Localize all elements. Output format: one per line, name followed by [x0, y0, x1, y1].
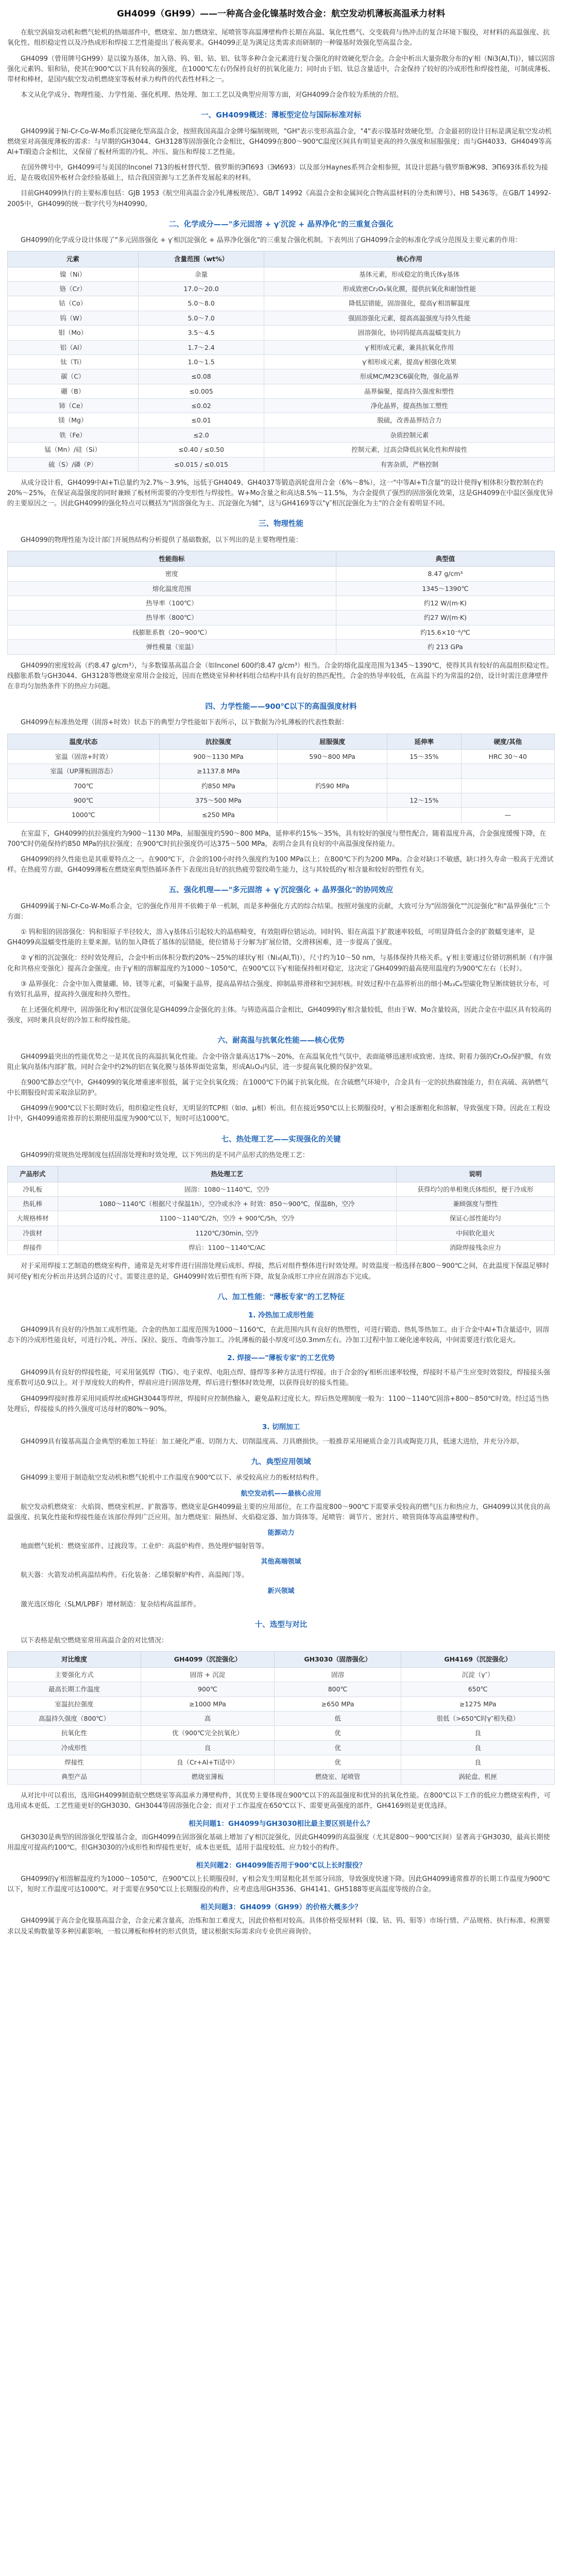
section-paragraph: 以下表格是航空燃烧室常用高温合金的对比情况： — [21, 1637, 168, 1645]
subsection-heading: 1. 冷热加工成形性能 — [248, 1311, 314, 1320]
table-cell: ≤0.01 — [138, 413, 264, 428]
subsection-heading: 3. 切削加工 — [262, 1422, 300, 1431]
table-row — [8, 567, 555, 581]
table-cell: 余量 — [138, 267, 264, 281]
table-cell: 焊接件 — [8, 1241, 58, 1255]
table-row — [8, 413, 555, 428]
table-cell: ≤250 MPa — [159, 808, 277, 822]
table-cell: 杂质控制元素 — [264, 428, 555, 442]
mechanical-properties-table — [7, 734, 555, 823]
table-header-cell: 核心作用 — [264, 251, 555, 267]
table-cell: 固溶：1080～1140℃，空冷 — [58, 1182, 396, 1196]
section-paragraph: GH4099具有镍基高温合金典型的难加工特征：加工硬化严重、切削力大、切削温度高、刀具磨损快。一般推荐采用硬质合金刀具或陶瓷刀具，低速大进给，并充分冷却。 — [21, 1437, 523, 1446]
table-cell: 铝（Al） — [8, 340, 139, 354]
table-cell: 铈（Ce） — [8, 399, 139, 413]
table-cell: 优 — [275, 1726, 401, 1740]
intro-paragraph: 本文从化学成分、物理性能、力学性能、强化机理、热处理、加工工艺以及典型应用等方面，对GH4099合金作较为系统的介绍。 — [21, 91, 403, 99]
composition-table — [7, 251, 555, 472]
section-paragraph: GH4099的持久性能也是其重要特点之一。在900℃下，合金的100小时持久强度约为100 MPa以上；在800℃下约为200 MPa。合金对缺口不敏感，缺口持久寿命一般高于光滑试样。在热疲劳方面，GH4099薄板在燃烧室典型热循环条件下表现出良好的抗热疲劳裂纹萌生能力，这与其较低的γ′相含量和较好的塑性有关。 — [7, 856, 554, 874]
table-cell: 8.47 g/cm³ — [336, 567, 554, 581]
table-cell: 室温（UP薄板固溶态） — [8, 764, 160, 778]
table-header-cell: GH4099（沉淀强化） — [141, 1652, 275, 1667]
table-cell: 1000℃ — [8, 808, 160, 822]
table-row — [8, 1697, 555, 1711]
table-cell: γ′相形成元素，兼具抗氧化作用 — [264, 340, 555, 354]
section-paragraph: 在900℃静态空气中，GH4099的氧化增重速率很低，属于完全抗氧化级；在1000℃下仍属于抗氧化级。在含硫燃气环境中，合金具有一定的抗热腐蚀能力，但在高硫、高钠燃气中长期服役时需采取涂层防护。 — [7, 1079, 549, 1097]
table-header-cell: 屈服强度 — [278, 734, 387, 749]
table-cell: 700℃ — [8, 778, 160, 793]
table-cell: ≤0.005 — [138, 384, 264, 398]
intro-paragraph: GH4099（曾用牌号GH99）是以镍为基体，加入铬、钨、钼、钴、铝、钛等多种合金元素进行复合强化的时效硬化型合金。合金中析出大量弥散分布的γ′相（Ni3(Al,Ti)），辅以固溶强化元素钨、钼和钴，使其在900℃以下具有较高的强度，在1000℃左右仍保持良好的抗氧化能力；同时由于铝、钛总含量适中，合金保持了较好的冷成形性和焊接性能，可制成薄板、带材和棒材，是国内航空发动机燃烧室等板材承力构件的代表性材料之一。 — [7, 55, 555, 83]
section-paragraph: GH4099具有良好的冷热加工成形性能。合金的热加工温度范围为1000～1160℃，在此范围内具有良好的热塑性，可进行锻造、热轧等热加工。由于合金中Al+Ti含量适中，固溶态下的冷成形性能良好，可进行冷轧、冲压、深拉、旋压、弯曲等冷加工。冷轧薄板的最小厚度可达0.3mm左右。冷加工过程中加工硬化速率较高，中间需要进行软化退火。 — [7, 1326, 550, 1345]
table-cell: ≥1275 MPa — [401, 1697, 555, 1711]
table-row — [8, 340, 555, 354]
table-cell: 消除焊接残余应力 — [396, 1241, 554, 1255]
table-cell: 净化晶界，提高热加工塑性 — [264, 399, 555, 413]
section-paragraph: 在国外牌号中，GH4099可与美国的Inconel 713的板材替代型、俄罗斯的ЭП693（ЭИ693）以及部分Haynes系列合金相参照，其设计思路与俄罗斯ВЖ98、ЭП693体系较为接近，是在吸收国外板材合金经验基础上，结合我国资源与工艺条件发展起来的材料。 — [7, 164, 548, 182]
application-heading: 能源动力 — [267, 1529, 295, 1537]
faq-question: 相关问题1：GH4099与GH3030相比最主要区别是什么？ — [189, 1820, 373, 1828]
table-cell: 1345～1390℃ — [336, 581, 554, 596]
table-header-cell: 产品形式 — [8, 1166, 58, 1182]
table-cell: 900℃ — [8, 793, 160, 808]
faq-answer: GH3030是典型的固溶强化型镍基合金，而GH4099在固溶强化基础上增加了γ′相沉淀强化，因此GH4099的高温强度（尤其是800～900℃区间）显著高于GH3030，最高长期使用温度可提高约100℃。但GH3030的冷成形性和焊接性更好，成本也更低，适用于温度较低、应力较小的构件。 — [7, 1833, 550, 1852]
table-cell: 形成MC/M23C6碳化物，强化晶界 — [264, 369, 555, 384]
table-cell: 1.7～2.4 — [138, 340, 264, 354]
table-row — [8, 267, 555, 281]
table-cell: 获得均匀的单相奥氏体组织，便于冷成形 — [396, 1182, 554, 1196]
table-cell: 约15.6×10⁻⁶/℃ — [336, 625, 554, 639]
table-cell: ≥1000 MPa — [141, 1697, 275, 1711]
table-cell: 降低层错能，固溶强化，提高γ′相溶解温度 — [264, 296, 555, 311]
table-cell: 900～1130 MPa — [159, 749, 277, 764]
table-cell: 固溶 — [275, 1667, 401, 1682]
table-row — [8, 369, 555, 384]
table-cell: 钼（Mo） — [8, 326, 139, 340]
section-paragraph: 航空发动机燃烧室：火焰筒、燃烧室机匣、扩散器等。燃烧室是GH4099最主要的应用部位，在工作温度800～900℃下需要承受较高的燃气压力和热应力，GH4099以其优良的高温强度、抗氧化性能和焊接性能在该部位得到广泛应用。加力燃烧室：隔热屏、火焰稳定器、加力筒体等。尾喷管：调节片、密封片、喷管筒体等高温薄壁构件。 — [7, 1503, 551, 1521]
table-cell: 1080～1140℃（根据尺寸保温1h），空冷或水冷 + 时效：850～900℃，保温8h，空冷 — [58, 1196, 396, 1211]
table-cell — [461, 764, 554, 778]
table-cell: 1100～1140℃/2h，空冷 + 900℃/5h，空冷 — [58, 1211, 396, 1226]
table-row — [8, 778, 555, 793]
table-cell: 650℃ — [401, 1682, 555, 1697]
section-heading: 十、选型与对比 — [254, 1620, 308, 1629]
table-cell: 焊接性 — [8, 1755, 141, 1770]
table-row — [8, 1711, 555, 1725]
section-paragraph: GH4099最突出的性能优势之一是其优良的高温抗氧化性能。合金中铬含量高达17%～20%，在高温氧化性气氛中，表面能够迅速形成致密、连续、附着力强的Cr₂O₃保护膜，有效阻止氧向基体内部扩散。同时合金中约2%的铝在氧化膜与基体界面处富集，形成Al₂O₃内层，进一步提高氧化膜的保护效果。 — [7, 1053, 551, 1071]
section-heading: 二、化学成分——"多元固溶 + γ′沉淀 + 晶界净化"的三重复合强化 — [168, 220, 394, 229]
table-cell — [387, 778, 462, 793]
table-cell: 良 — [401, 1755, 555, 1770]
table-cell: 中间软化退火 — [396, 1226, 554, 1240]
table-row — [8, 764, 555, 778]
table-row — [8, 749, 555, 764]
table-header-cell: GH4169（沉淀强化） — [401, 1652, 555, 1667]
section-paragraph: 航天器：火箭发动机高温结构件。石化装备：乙烯裂解炉构件、高温阀门等。 — [21, 1571, 249, 1580]
section-paragraph: GH4099的物理性能为设计部门开展热结构分析提供了基础数据，以下列出的是主要物理性能： — [21, 536, 302, 544]
table-cell: ≤0.08 — [138, 369, 264, 384]
table-cell — [278, 808, 387, 822]
section-heading: 七、热处理工艺——实现强化的关键 — [221, 1135, 341, 1144]
table-header-cell: GH3030（固溶强化） — [275, 1652, 401, 1667]
table-cell: ≤0.40 / ≤0.50 — [138, 443, 264, 457]
table-cell: 很低（>650℃时γ″相失稳） — [401, 1711, 555, 1725]
table-cell: 钛（Ti） — [8, 354, 139, 369]
section-heading: 六、耐高温与抗氧化性能——核心优势 — [217, 1037, 345, 1045]
table-row — [8, 399, 555, 413]
page-title: GH4099（GH99）——一种高合金化镍基时效合金：航空发动机薄板高温承力材料 — [116, 9, 446, 19]
table-cell: ≤0.015 / ≤0.015 — [138, 457, 264, 471]
table-header-cell: 抗拉强度 — [159, 734, 277, 749]
heat-treatment-table — [7, 1166, 555, 1255]
table-cell: 密度 — [8, 567, 336, 581]
table-cell: ≥650 MPa — [275, 1697, 401, 1711]
table-cell: 约27 W/(m·K) — [336, 611, 554, 625]
table-cell: 590～800 MPa — [278, 749, 387, 764]
table-cell: 沉淀（γ″） — [401, 1667, 555, 1682]
table-cell: 主要强化方式 — [8, 1667, 141, 1682]
table-cell: 室温（固溶+时效） — [8, 749, 160, 764]
table-cell: 形成致密Cr₂O₃氧化膜，提供抗氧化和耐蚀性能 — [264, 282, 555, 296]
section-paragraph: GH4099的化学成分设计体现了"多元固溶强化 + γ′相沉淀强化 + 晶界净化强化"的三重复合强化机制。下表列出了GH4099合金的标准化学成分范围及主要元素的作用： — [21, 236, 522, 245]
table-header-cell: 延伸率 — [387, 734, 462, 749]
section-paragraph: 从对比中可以看出，选用GH4099制造航空燃烧室等高温承力薄壁构件，其优势主要体现在900℃以下的高温强度和优异的抗氧化性能。在800℃以下工作的低应力燃烧室构件，可选用成本更低、工艺性能更好的GH3030、GH3044等固溶强化合金；而对于工作温度在650℃以下、需要更高强度的部件，GH4169则是更优选择。 — [7, 1791, 551, 1810]
table-row — [8, 354, 555, 369]
section-paragraph: GH4099属于Ni-Cr-Co-W-Mo系合金，它的强化作用并不依赖于单一机制，而是多种强化方式的综合结果。按照对强度的贡献，大致可分为"固溶强化""沉淀强化"和"晶界强化"三个方面： — [7, 902, 550, 921]
table-cell: 控制元素，过高会降低抗氧化性和焊接性 — [264, 443, 555, 457]
table-cell: 基体元素，形成稳定的奥氏体γ基体 — [264, 267, 555, 281]
table-cell — [278, 793, 387, 808]
faq-question: 相关问题2：GH4099能否用于900℃以上长时服役？ — [196, 1861, 366, 1870]
table-cell: 约590 MPa — [278, 778, 387, 793]
table-row — [8, 1211, 555, 1226]
section-paragraph: 在上述强化机理中，固溶强化和γ′相沉淀强化是GH4099合金强化的主体。与铸造高温合金相比，GH4099的γ′相含量较低，但由于W、Mo含量较高，因此合金在中温区具有较高的强度，同时兼具良好的冷加工和焊接性能。 — [7, 1006, 552, 1025]
table-cell: 冷拔材 — [8, 1226, 58, 1240]
section-heading: 五、强化机理——"多元固溶 + γ′沉淀强化 + 晶界强化"的协同效应 — [168, 886, 394, 895]
table-cell: 5.0～8.0 — [138, 296, 264, 311]
table-cell: 1120℃/30min, 空冷 — [58, 1226, 396, 1240]
table-cell: 良（Cr+Al+Ti适中） — [141, 1755, 275, 1770]
table-cell: 兼顾强度与塑性 — [396, 1196, 554, 1211]
table-row — [8, 384, 555, 398]
table-row — [8, 625, 555, 639]
table-cell: HRC 30～40 — [461, 749, 554, 764]
table-cell: 焊后：1100～1140℃/AC — [58, 1241, 396, 1255]
table-header-cell: 典型值 — [336, 551, 554, 566]
table-cell: 良 — [401, 1726, 555, 1740]
table-cell: 晶界偏聚，提高持久强度和塑性 — [264, 384, 555, 398]
table-header-cell: 热处理工艺 — [58, 1166, 396, 1182]
table-cell: 热轧棒 — [8, 1196, 58, 1211]
table-cell: 最高长期工作温度 — [8, 1682, 141, 1697]
table-header-cell: 元素 — [8, 251, 139, 267]
table-cell: 热导率（800℃） — [8, 611, 336, 625]
section-heading: 四、力学性能——900℃以下的高温强度材料 — [205, 702, 357, 711]
section-paragraph: 地面燃气轮机：燃烧室部件、过渡段等。工业炉：高温炉构件、热处理炉辐射管等。 — [21, 1543, 269, 1551]
section-heading: 一、GH4099概述：薄板型定位与国际标准对标 — [201, 111, 361, 120]
table-cell: 弹性模量（室温） — [8, 640, 336, 654]
section-paragraph: 目前GH4099执行的主要标准包括：GJB 1953《航空用高温合金冷轧薄板规范》、GB/T 14992《高温合金和金属间化合物高温材料的分类和牌号》、HB 5436等。在GB/T 14992-2005中，GH4099的统一数字代号为H40990。 — [7, 190, 551, 208]
table-cell: 低 — [275, 1711, 401, 1725]
table-cell: 900℃ — [141, 1682, 275, 1697]
table-header-cell: 说明 — [396, 1166, 554, 1182]
table-cell: 375～500 MPa — [159, 793, 277, 808]
section-paragraph: ① 钨和钼的固溶强化：钨和钼原子半径较大，溶入γ基体后引起较大的晶格畸变，有效阻碍位错运动。同时钨、钼在高温下扩散速率较低，可明显降低合金的扩散蠕变速率，是GH4099高温蠕变性能的主要来源。钴的加入降低了基体的层错能，使位错易于分解为扩展位错，交滑移困难，进一步提高了强度。 — [7, 928, 535, 947]
table-header-cell: 性能指标 — [8, 551, 336, 566]
application-heading: 其他高端领域 — [261, 1558, 301, 1566]
table-cell: 固溶 + 沉淀 — [141, 1667, 275, 1682]
section-heading: 九、典型应用领域 — [251, 1458, 311, 1466]
section-paragraph: 对于采用焊接工艺制造的燃烧室构件，通常是先对零件进行固溶处理后成形、焊接，然后对组件整体进行时效处理。时效温度一般选择在800～900℃之间，在此温度下保温足够时间可使γ′相充分析出并达到合适的尺寸。需要注意的是，GH4099时效后塑性有所下降，故复杂成形工序应在固溶态下完成。 — [7, 1262, 550, 1281]
table-row — [8, 1196, 555, 1211]
article — [7, 0, 555, 1947]
table-cell: 约850 MPa — [159, 778, 277, 793]
table-cell: 1.0～1.5 — [138, 354, 264, 369]
table-cell: 镍（Ni） — [8, 267, 139, 281]
table-cell: 锰（Mn）/硅（Si） — [8, 443, 139, 457]
table-cell: 12～15% — [387, 793, 462, 808]
table-header-cell: 温度/状态 — [8, 734, 160, 749]
table-cell: 800℃ — [275, 1682, 401, 1697]
table-cell: 典型产品 — [8, 1770, 141, 1784]
table-row — [8, 1667, 555, 1682]
table-row — [8, 296, 555, 311]
table-cell: 室温抗拉强度 — [8, 1697, 141, 1711]
table-row — [8, 1226, 555, 1240]
table-cell: 5.0～7.0 — [138, 311, 264, 325]
table-header-cell: 含量范围（wt%） — [138, 251, 264, 267]
table-cell: 硼（B） — [8, 384, 139, 398]
table-cell: 良 — [141, 1740, 275, 1755]
table-row — [8, 1770, 555, 1784]
table-cell — [387, 764, 462, 778]
table-row — [8, 640, 555, 654]
table-cell: 铁（Fe） — [8, 428, 139, 442]
table-row — [8, 428, 555, 442]
table-cell: 约 213 GPa — [336, 640, 554, 654]
table-cell: 优（900℃完全抗氧化） — [141, 1726, 275, 1740]
table-cell: 铬（Cr） — [8, 282, 139, 296]
table-row — [8, 443, 555, 457]
section-paragraph: GH4099主要用于制造航空发动机和燃气轮机中工作温度在900℃以下、承受较高应力的板材结构件。 — [21, 1474, 323, 1482]
intro-paragraph: 在航空涡扇发动机和燃气轮机的热端部件中，燃烧室、加力燃烧室、尾喷管等高温薄壁构件长期在高温、氧化性燃气、交变载荷与热冲击的复合环境下服役，对材料的高温强度、抗氧化性、组织稳定性以及冷热成形和焊接工艺性能提出了极高要求。GH4099正是为满足这类需求而研制的一种镍基时效强化型高温合金。 — [7, 29, 550, 47]
table-row — [8, 1740, 555, 1755]
table-cell: 约12 W/(m·K) — [336, 596, 554, 611]
table-cell: ≥1137.8 MPa — [159, 764, 277, 778]
comparison-table — [7, 1651, 555, 1784]
table-cell — [461, 778, 554, 793]
section-paragraph: 从成分设计看，GH4099中Al+Ti总量约为2.7%～3.9%，远低于GH4049、GH4037等锻造涡轮盘用合金（6%～8%），这一"中等Al+Ti含量"的设计使得γ′相体积分数控制在约20%～25%，在保证高温强度的同时兼顾了板材所需要的冷变形性与焊接性。W+Mo含量之和高达8.5%～11.5%，为合金提供了强烈的固溶强化效果，这是GH4099在中温区强度优异的主要原因之一。因此GH4099的强化特点可以概括为"固溶强化为主、沉淀强化为辅"，这与GH4169等以"γ″相沉淀强化为主"的合金有着明显不同。 — [7, 479, 553, 508]
table-row — [8, 457, 555, 471]
table-row — [8, 1241, 555, 1255]
section-paragraph: GH4099在900℃以下长期时效后，组织稳定性良好，无明显的TCP相（如σ、μ相）析出。但在接近950℃以上长期服役时，γ′相会逐渐粗化和溶解，导致强度下降。因此在工程设计中，GH4099通常推荐的长期使用温度为900℃以下，短时可达1000℃。 — [7, 1105, 551, 1123]
table-cell — [278, 764, 387, 778]
table-cell: 燃烧室、尾喷管 — [275, 1770, 401, 1784]
table-cell: 15～35% — [387, 749, 462, 764]
table-cell: 良 — [401, 1740, 555, 1755]
section-heading: 八、加工性能："薄板专家"的工艺特征 — [217, 1293, 345, 1301]
table-cell: 钴（Co） — [8, 296, 139, 311]
application-heading: 新兴领域 — [267, 1587, 295, 1595]
table-row — [8, 326, 555, 340]
table-cell: 高 — [141, 1711, 275, 1725]
physical-properties-table — [7, 551, 555, 655]
faq-question: 相关问题3：GH4099（GH99）的价格大概多少？ — [200, 1903, 362, 1912]
table-cell — [387, 808, 462, 822]
table-cell: 有害杂质，严格控制 — [264, 457, 555, 471]
table-cell — [461, 793, 554, 808]
table-row — [8, 282, 555, 296]
table-cell: 脱硫，改善晶界结合力 — [264, 413, 555, 428]
table-cell: 硫（S）/磷（P） — [8, 457, 139, 471]
table-cell: 热导率（100℃） — [8, 596, 336, 611]
table-cell: 熔化温度范围 — [8, 581, 336, 596]
table-cell: 固溶强化，协同钨提高高温蠕变抗力 — [264, 326, 555, 340]
section-paragraph: GH4099属于Ni-Cr-Co-W-Mo系沉淀硬化型高温合金，按照我国高温合金牌号编制规则，"GH"表示变形高温合金，"4"表示镍基时效硬化型。合金最初的设计目标是满足航空发动机燃烧室对高强度薄板的需求：与早期的GH3044、GH3128等固溶强化合金相比，GH4099在800～900℃温度区间具有明显更高的持久强度和屈服强度；而与GH4033、GH4049等高Al+Ti锻造合金相比，又保留了板材所需的冷轧、冲压、旋压和焊接工艺性能。 — [7, 127, 552, 156]
table-cell: — — [461, 808, 554, 822]
section-heading: 三、物理性能 — [259, 520, 303, 529]
table-row — [8, 1182, 555, 1196]
table-row — [8, 793, 555, 808]
section-paragraph: GH4099在标准热处理（固溶+时效）状态下的典型力学性能如下表所示，以下数据为冷轧薄板的代表性数据： — [21, 719, 348, 727]
table-header-cell: 硬度/其他 — [461, 734, 554, 749]
table-cell: 钨（W） — [8, 311, 139, 325]
table-cell: 镁（Mg） — [8, 413, 139, 428]
table-cell: 冷成形性 — [8, 1740, 141, 1755]
application-heading: 航空发动机——最核心应用 — [241, 1489, 321, 1498]
table-row — [8, 311, 555, 325]
table-row — [8, 611, 555, 625]
table-cell: 燃烧室薄板 — [141, 1770, 275, 1784]
table-cell: γ′相形成元素，提高γ′相强化效果 — [264, 354, 555, 369]
table-cell: 冷轧板 — [8, 1182, 58, 1196]
faq-answer: GH4099属于高合金化镍基高温合金，合金元素含量高，冶炼和加工难度大，因此价格相对较高。具体价格受原材料（镍、钴、钨、钼等）市场行情、产品规格、执行标准、检测要求以及采购数量等多种因素影响，一般以薄板和棒材的形式供货，建议根据实际需求向专业供应商询价。 — [7, 1917, 550, 1936]
section-paragraph: 激光选区熔化（SLM/LPBF）增材制造：复杂结构高温部件。 — [21, 1600, 200, 1608]
table-cell: 保证心部性能均匀 — [396, 1211, 554, 1226]
table-cell: 抗氧化性 — [8, 1726, 141, 1740]
table-cell: 强固溶强化元素，提高高温强度与持久性能 — [264, 311, 555, 325]
section-paragraph: ② γ′相的沉淀强化：经时效处理后，合金中析出体积分数约20%～25%的球状γ′相（Ni₃(Al,Ti)），尺寸约为10～50 nm，与基体保持共格关系。γ′相主要通过位错切割机制（有序强化和共格应变强化）提高合金强度。由于γ′相的溶解温度约为1000～1050℃，在900℃以下γ′相能保持相对稳定，这决定了GH4099的最高使用温度约为900℃左右（长时）。 — [7, 954, 553, 973]
table-row — [8, 1726, 555, 1740]
faq-answer: GH4099的γ′相溶解温度约为1000～1050℃，在900℃以上长期服役时，γ′相会发生明显粗化甚至部分回溶，导致强度快速下降。因此GH4099通常推荐的长期工作温度为900℃以下，短时工作温度可达1000℃。对于需要在950℃以上长期服役的构件，应考虑选用GH3536、GH4141、GH5188等更高温度等级的合金。 — [7, 1875, 550, 1894]
section-paragraph: ③ 晶界强化：合金中加入微量硼、铈、镁等元素，可偏聚于晶界，提高晶界结合强度、抑制晶界滑移和空洞形核。时效过程中在晶界析出的细小M₂₃C₆型碳化物呈断续链状分布，可有效钉扎晶界，提高持久强度和持久塑性。 — [7, 980, 550, 998]
subsection-heading: 2. 焊接——"薄板专家"的工艺优势 — [227, 1354, 335, 1363]
table-cell: 大规格棒材 — [8, 1211, 58, 1226]
table-cell: 线膨胀系数（20~900℃） — [8, 625, 336, 639]
table-cell: 17.0～20.0 — [138, 282, 264, 296]
table-row — [8, 1755, 555, 1770]
table-row — [8, 808, 555, 822]
section-paragraph: 在室温下，GH4099的抗拉强度约为900～1130 MPa，屈服强度约590～800 MPa，延伸率约15%～35%，具有较好的强度与塑性配合。随着温度升高，合金强度缓慢下降，在700℃时仍能保持约850 MPa的抗拉强度；在900℃时抗拉强度仍可达375～500 MPa，表明合金具有良好的中高温强度保持能力。 — [7, 829, 547, 848]
table-cell: 优 — [275, 1740, 401, 1755]
table-cell: 涡轮盘、机匣 — [401, 1770, 555, 1784]
table-header-cell: 对比维度 — [8, 1652, 141, 1667]
section-paragraph: GH4099的密度较高（约8.47 g/cm³），与多数镍基高温合金（如Inconel 600约8.47 g/cm³）相当。合金的熔化温度范围为1345～1390℃，使得其具有较好的高温组织稳定性。线膨胀系数与GH3044、GH3128等燃烧室常用合金接近，因而在燃烧室异种材料组合结构中具有良好的热匹配性。合金的热导率较低，在高温下约为常温的2倍，设计时需注意薄壁件在非均匀加热条件下的热应力问题。 — [7, 662, 553, 690]
table-cell: 高温持久强度（800℃） — [8, 1711, 141, 1725]
table-cell: ≤2.0 — [138, 428, 264, 442]
section-paragraph: GH4099具有良好的焊接性能，可采用氩弧焊（TIG）、电子束焊、电阻点焊、缝焊等多种方法进行焊接。由于合金的γ′相析出速率较慢，焊接时不易产生应变时效裂纹，焊接接头强度系数可达0.9以上。对于厚度较大的构件，焊前应进行固溶处理，焊后进行整体时效处理，以获得良好的接头性能。 — [7, 1369, 550, 1387]
table-row — [8, 596, 555, 611]
table-cell: 碳（C） — [8, 369, 139, 384]
table-cell: 3.5～4.5 — [138, 326, 264, 340]
section-paragraph: GH4099的常规热处理制度包括固溶处理和时效处理，以下列出的是不同产品形式的热处理工艺： — [21, 1151, 309, 1160]
table-row — [8, 1682, 555, 1697]
table-row — [8, 581, 555, 596]
table-cell: ≤0.02 — [138, 399, 264, 413]
table-cell: 优 — [275, 1755, 401, 1770]
section-paragraph: GH4099焊接时推荐采用同质焊丝或HGH3044等焊丝，焊接时应控制热输入，避免晶粒过度长大。焊后热处理制度一般为：1100～1140℃固溶+800～850℃时效。经过适当热处理后，焊接接头的持久强度可达母材的80%～90%。 — [7, 1395, 549, 1413]
